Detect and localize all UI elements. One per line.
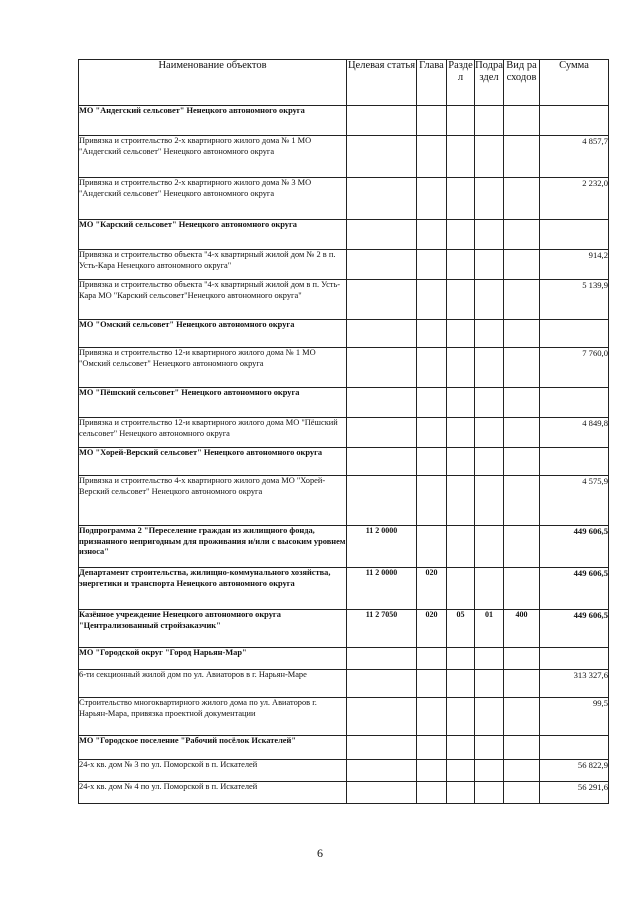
row-section bbox=[447, 670, 475, 698]
row-name: МО "Городское поселение "Рабочий посёлок Искателей" bbox=[79, 736, 347, 760]
row-name: Привязка и строительство 12-и квартирного жилого дома МО "Пёшский сельсовет" Ненецкого автономного округа bbox=[79, 418, 347, 448]
table-row bbox=[79, 388, 609, 418]
row-target bbox=[347, 418, 417, 448]
row-target bbox=[347, 760, 417, 782]
row-amount: 4 575,9 bbox=[540, 476, 609, 526]
row-chapter bbox=[417, 648, 447, 670]
table-row bbox=[79, 670, 609, 698]
row-expense-type bbox=[504, 106, 540, 136]
row-subsection bbox=[475, 760, 504, 782]
row-name: Привязка и строительство объекта "4-х квартирный жилой дом № 2 в п. Усть-Кара Ненецкого автономного округа" bbox=[79, 250, 347, 280]
row-amount: 5 139,9 bbox=[540, 280, 609, 320]
row-amount: 4 849,8 bbox=[540, 418, 609, 448]
row-target bbox=[347, 736, 417, 760]
row-name: 6-ти секционный жилой дом по ул. Авиаторов в г. Нарьян-Маре bbox=[79, 670, 347, 698]
row-subsection bbox=[475, 736, 504, 760]
row-amount: 7 760,0 bbox=[540, 348, 609, 388]
row-subsection bbox=[475, 220, 504, 250]
row-amount: 914,2 bbox=[540, 250, 609, 280]
row-section bbox=[447, 698, 475, 736]
row-name: МО "Пёшский сельсовет" Ненецкого автономного округа bbox=[79, 388, 347, 418]
row-target bbox=[347, 106, 417, 136]
budget-table bbox=[78, 59, 609, 804]
row-name: Департамент строительства, жилищно-коммунального хозяйства, энергетики и транспорта Ненецкого автономного округа bbox=[79, 568, 347, 610]
row-expense-type bbox=[504, 448, 540, 476]
row-subsection bbox=[475, 648, 504, 670]
row-name: 24-х кв. дом № 3 по ул. Поморской в п. Искателей bbox=[79, 760, 347, 782]
row-name: МО "Городской округ "Город Нарьян-Мар" bbox=[79, 648, 347, 670]
row-target bbox=[347, 178, 417, 220]
table-row bbox=[79, 698, 609, 736]
table-row bbox=[79, 526, 609, 568]
row-subsection: 01 bbox=[475, 610, 504, 648]
row-chapter bbox=[417, 526, 447, 568]
row-target bbox=[347, 670, 417, 698]
row-subsection bbox=[475, 106, 504, 136]
row-target bbox=[347, 476, 417, 526]
row-name: МО "Андегский сельсовет" Ненецкого автономного округа bbox=[79, 106, 347, 136]
row-amount bbox=[540, 448, 609, 476]
row-name: МО "Хорей-Верский сельсовет" Ненецкого автономного округа bbox=[79, 448, 347, 476]
row-name: МО "Омский сельсовет" Ненецкого автономного округа bbox=[79, 320, 347, 348]
row-expense-type bbox=[504, 388, 540, 418]
table-row bbox=[79, 136, 609, 178]
row-expense-type bbox=[504, 760, 540, 782]
row-expense-type bbox=[504, 648, 540, 670]
row-expense-type: 400 bbox=[504, 610, 540, 648]
row-name: МО "Карский сельсовет" Ненецкого автономного округа bbox=[79, 220, 347, 250]
row-section: 05 bbox=[447, 610, 475, 648]
table-row bbox=[79, 320, 609, 348]
row-target: 11 2 0000 bbox=[347, 526, 417, 568]
row-chapter: 020 bbox=[417, 568, 447, 610]
row-chapter bbox=[417, 250, 447, 280]
row-name: Привязка и строительство 4-х квартирного жилого дома МО "Хорей-Верский сельсовет" Ненецкого автономного округа bbox=[79, 476, 347, 526]
row-target bbox=[347, 648, 417, 670]
row-name: 24-х кв. дом № 4 по ул. Поморской в п. Искателей bbox=[79, 782, 347, 804]
row-amount bbox=[540, 106, 609, 136]
row-chapter bbox=[417, 670, 447, 698]
row-target: 11 2 0000 bbox=[347, 568, 417, 610]
row-chapter bbox=[417, 348, 447, 388]
row-section bbox=[447, 280, 475, 320]
row-expense-type bbox=[504, 348, 540, 388]
table-row bbox=[79, 736, 609, 760]
row-amount: 56 291,6 bbox=[540, 782, 609, 804]
row-subsection bbox=[475, 250, 504, 280]
table-row bbox=[79, 178, 609, 220]
row-subsection bbox=[475, 280, 504, 320]
row-section bbox=[447, 648, 475, 670]
table-row bbox=[79, 760, 609, 782]
row-chapter bbox=[417, 106, 447, 136]
table-row bbox=[79, 106, 609, 136]
table-row bbox=[79, 418, 609, 448]
row-amount: 99,5 bbox=[540, 698, 609, 736]
row-section bbox=[447, 106, 475, 136]
row-subsection bbox=[475, 476, 504, 526]
row-section bbox=[447, 250, 475, 280]
header-name: Наименование объектов bbox=[79, 60, 347, 106]
row-chapter bbox=[417, 220, 447, 250]
row-section bbox=[447, 760, 475, 782]
table-row bbox=[79, 476, 609, 526]
row-amount: 4 857,7 bbox=[540, 136, 609, 178]
row-amount: 56 822,9 bbox=[540, 760, 609, 782]
row-target: 11 2 7050 bbox=[347, 610, 417, 648]
row-chapter bbox=[417, 698, 447, 736]
row-section bbox=[447, 136, 475, 178]
row-target bbox=[347, 698, 417, 736]
header-amount: Сумма bbox=[540, 60, 609, 106]
row-target bbox=[347, 250, 417, 280]
row-section bbox=[447, 526, 475, 568]
row-amount: 449 606,5 bbox=[540, 526, 609, 568]
row-subsection bbox=[475, 448, 504, 476]
header-target: Целевая статья bbox=[347, 60, 417, 106]
row-expense-type bbox=[504, 220, 540, 250]
row-name: Казённое учреждение Ненецкого автономного округа "Централизованный стройзаказчик" bbox=[79, 610, 347, 648]
row-chapter bbox=[417, 736, 447, 760]
row-amount bbox=[540, 736, 609, 760]
row-expense-type bbox=[504, 418, 540, 448]
row-expense-type bbox=[504, 280, 540, 320]
row-section bbox=[447, 782, 475, 804]
row-chapter bbox=[417, 136, 447, 178]
row-chapter bbox=[417, 448, 447, 476]
table-row bbox=[79, 348, 609, 388]
table-row bbox=[79, 782, 609, 804]
row-chapter bbox=[417, 280, 447, 320]
row-section bbox=[447, 320, 475, 348]
row-expense-type bbox=[504, 320, 540, 348]
row-target bbox=[347, 448, 417, 476]
row-target bbox=[347, 782, 417, 804]
header-subsection: Подраздел bbox=[475, 60, 504, 106]
table-body bbox=[79, 106, 609, 804]
table-row bbox=[79, 220, 609, 250]
row-subsection bbox=[475, 320, 504, 348]
header-chapter: Глава bbox=[417, 60, 447, 106]
row-name: Привязка и строительство объекта "4-х квартирный жилой дом в п. Усть-Кара МО "Карский сельсовет"Ненецкого автономного округа" bbox=[79, 280, 347, 320]
row-subsection bbox=[475, 698, 504, 736]
row-chapter: 020 bbox=[417, 610, 447, 648]
row-name: Привязка и строительство 2-х квартирного жилого дома № 1 МО "Андегский сельсовет" Ненецкого автономного округа bbox=[79, 136, 347, 178]
row-subsection bbox=[475, 782, 504, 804]
header-section: Раздел bbox=[447, 60, 475, 106]
row-amount: 313 327,6 bbox=[540, 670, 609, 698]
row-target bbox=[347, 348, 417, 388]
row-target bbox=[347, 136, 417, 178]
row-target bbox=[347, 320, 417, 348]
row-subsection bbox=[475, 418, 504, 448]
row-chapter bbox=[417, 476, 447, 526]
table-row bbox=[79, 610, 609, 648]
row-name: Строительство многоквартирного жилого дома по ул. Авиаторов г. Нарьян-Мара, привязка проектной документации bbox=[79, 698, 347, 736]
row-name: Привязка и строительство 2-х квартирного жилого дома № 3 МО "Андегский сельсовет" Ненецкого автономного округа bbox=[79, 178, 347, 220]
table-row bbox=[79, 250, 609, 280]
row-amount bbox=[540, 388, 609, 418]
row-section bbox=[447, 448, 475, 476]
row-amount: 449 606,5 bbox=[540, 610, 609, 648]
row-name: Подпрограмма 2 "Переселение граждан из жилищного фонда, признанного непригодным для проживания и/или с высоким уровнем износа" bbox=[79, 526, 347, 568]
header-expense-type: Вид расходов bbox=[504, 60, 540, 106]
row-expense-type bbox=[504, 670, 540, 698]
table-row bbox=[79, 568, 609, 610]
row-subsection bbox=[475, 526, 504, 568]
row-chapter bbox=[417, 320, 447, 348]
row-chapter bbox=[417, 418, 447, 448]
row-target bbox=[347, 280, 417, 320]
row-section bbox=[447, 348, 475, 388]
row-section bbox=[447, 736, 475, 760]
row-section bbox=[447, 418, 475, 448]
row-expense-type bbox=[504, 250, 540, 280]
row-subsection bbox=[475, 136, 504, 178]
row-expense-type bbox=[504, 782, 540, 804]
row-section bbox=[447, 220, 475, 250]
row-target bbox=[347, 220, 417, 250]
row-chapter bbox=[417, 388, 447, 418]
row-expense-type bbox=[504, 736, 540, 760]
row-amount bbox=[540, 220, 609, 250]
row-subsection bbox=[475, 670, 504, 698]
table-row bbox=[79, 280, 609, 320]
row-chapter bbox=[417, 782, 447, 804]
row-amount bbox=[540, 648, 609, 670]
row-subsection bbox=[475, 348, 504, 388]
row-subsection bbox=[475, 388, 504, 418]
row-subsection bbox=[475, 568, 504, 610]
row-amount bbox=[540, 320, 609, 348]
row-expense-type bbox=[504, 136, 540, 178]
row-amount: 449 606,5 bbox=[540, 568, 609, 610]
row-chapter bbox=[417, 760, 447, 782]
header-row bbox=[79, 60, 609, 106]
row-expense-type bbox=[504, 476, 540, 526]
row-expense-type bbox=[504, 698, 540, 736]
row-expense-type bbox=[504, 178, 540, 220]
row-expense-type bbox=[504, 568, 540, 610]
row-subsection bbox=[475, 178, 504, 220]
row-expense-type bbox=[504, 526, 540, 568]
row-amount: 2 232,0 bbox=[540, 178, 609, 220]
row-target bbox=[347, 388, 417, 418]
page-number: 6 bbox=[317, 846, 323, 860]
row-name: Привязка и строительство 12-и квартирного жилого дома № 1 МО "Омский сельсовет" Ненецкого автономного округа bbox=[79, 348, 347, 388]
table-row bbox=[79, 648, 609, 670]
row-section bbox=[447, 568, 475, 610]
row-section bbox=[447, 476, 475, 526]
row-chapter bbox=[417, 178, 447, 220]
row-section bbox=[447, 388, 475, 418]
table-row bbox=[79, 448, 609, 476]
row-section bbox=[447, 178, 475, 220]
